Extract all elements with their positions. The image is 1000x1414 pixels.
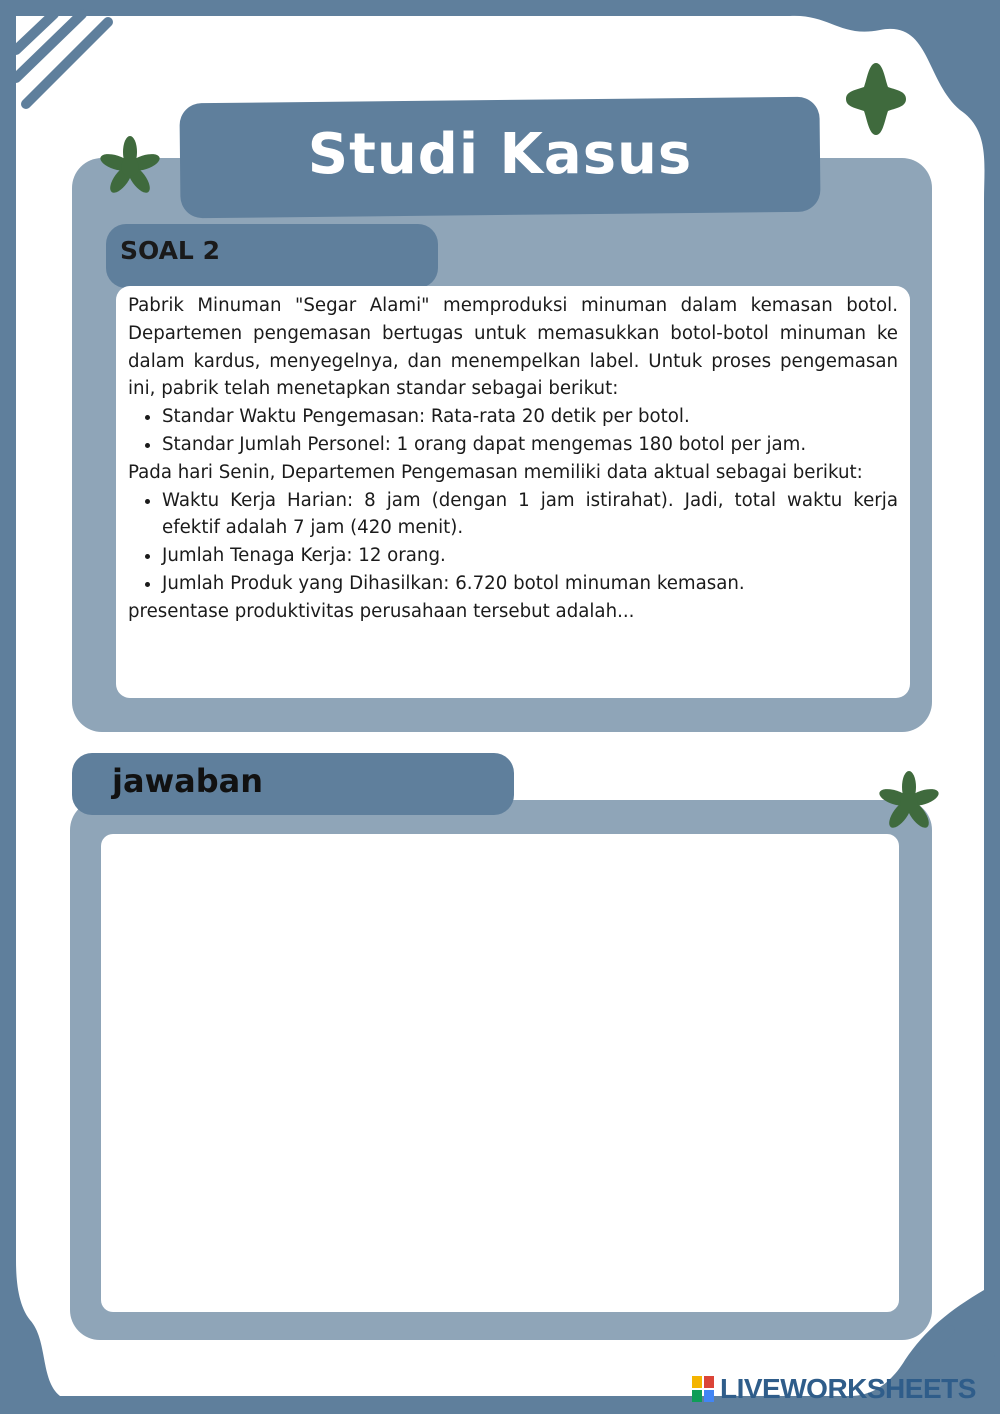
brand-watermark (692, 1374, 976, 1404)
answer-label: jawaban (112, 762, 263, 800)
answer-input[interactable] (101, 834, 899, 1312)
list-item: • Jumlah Tenaga Kerja: 12 orang. (162, 542, 898, 570)
brand-logo-icon (692, 1376, 714, 1402)
brand-text: LIVEWORKSHEETS (720, 1373, 976, 1404)
standards-list (128, 403, 898, 459)
page-title: Studi Kasus (307, 122, 693, 187)
question-middle: Pada hari Senin, Departemen Pengemasan memiliki data aktual sebagai berikut: (128, 461, 863, 483)
question-text (128, 292, 898, 626)
actuals-list (128, 487, 898, 598)
question-label: SOAL 2 (120, 236, 220, 265)
question-intro: Pabrik Minuman "Segar Alami" memproduksi minuman dalam kemasan botol. Departemen pengemasan bertugas untuk memasukkan botol-botol minuman ke dalam kardus, menyegelnya, dan menempelkan label. Untuk proses pengemasan ini, pabrik telah menetapkan standar sebagai berikut: (128, 295, 898, 400)
list-item: • Standar Waktu Pengemasan: Rata-rata 20 detik per botol. (162, 403, 898, 431)
list-item: • Jumlah Produk yang Dihasilkan: 6.720 botol minuman kemasan. (162, 570, 898, 598)
list-item: • Waktu Kerja Harian: 8 jam (dengan 1 jam istirahat). Jadi, total waktu kerja efektif adalah 7 jam (420 menit). (162, 487, 898, 543)
list-item: • Standar Jumlah Personel: 1 orang dapat mengemas 180 botol per jam. (162, 431, 898, 459)
question-closing: presentase produktivitas perusahaan tersebut adalah... (128, 600, 635, 622)
